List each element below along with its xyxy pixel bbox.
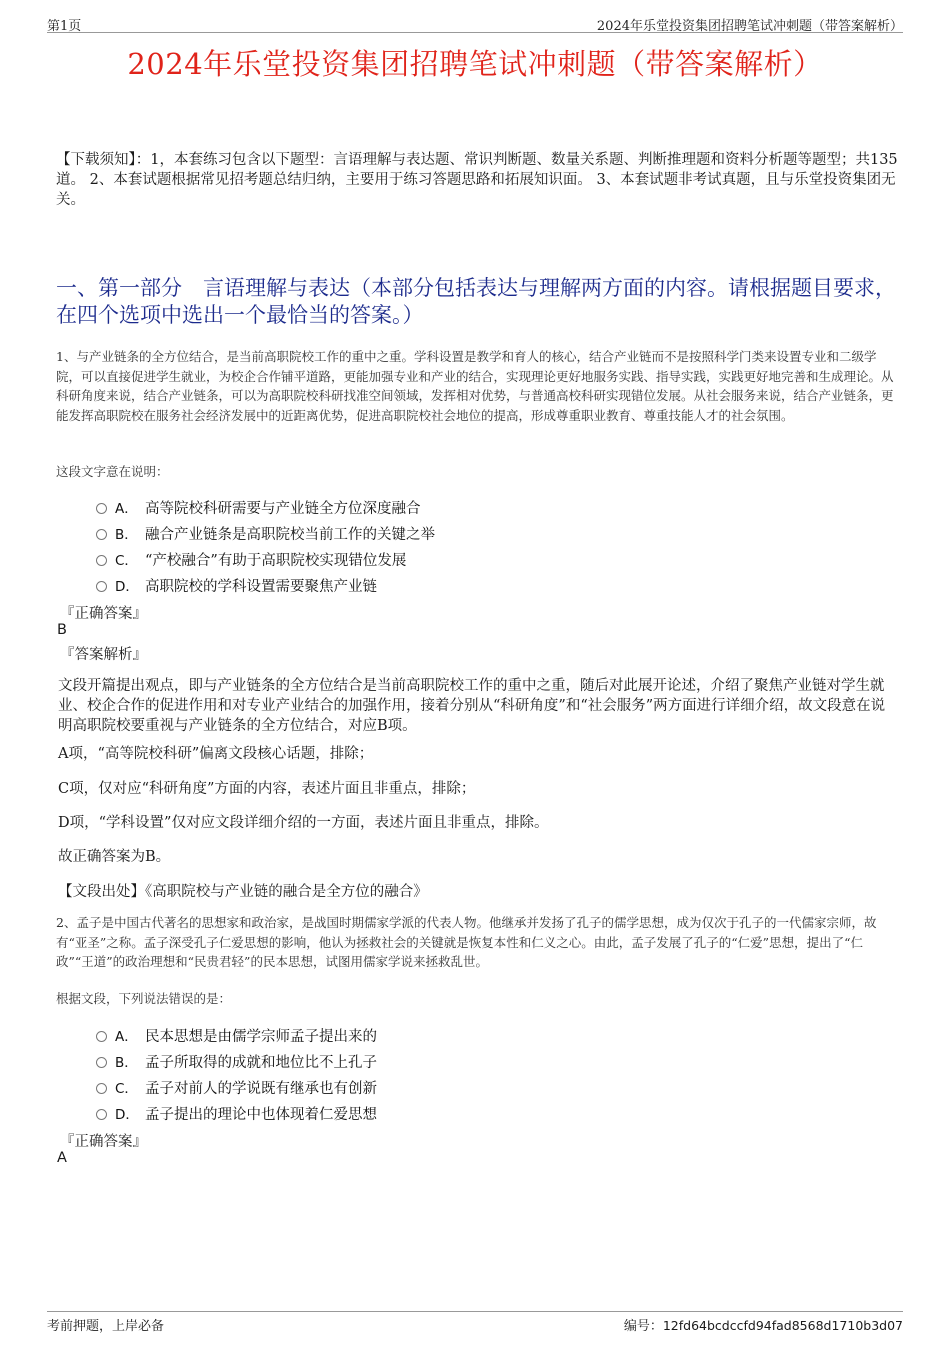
option-letter: D． — [115, 1107, 139, 1123]
option-text: 高等院校科研需要与产业链全方位深度融合 — [145, 501, 421, 517]
radio-icon[interactable] — [96, 1109, 107, 1120]
question-1-option-a[interactable] — [96, 497, 421, 518]
page-title: 2024年乐堂投资集团招聘笔试冲刺题（带答案解析） — [127, 47, 823, 81]
analysis-option-a: A项，“高等院校科研”偏离文段核心话题，排除； — [58, 746, 374, 762]
question-2-option-a[interactable] — [96, 1025, 377, 1046]
code-value: 12fd64bcdccfd94fad8568d1710b3d07 — [662, 1318, 903, 1333]
question-2-option-b[interactable] — [96, 1051, 377, 1072]
header-doc-title: 2024年乐堂投资集团招聘笔试冲刺题（带答案解析） — [596, 19, 903, 34]
question-2-stem: 根据文段，下列说法错误的是： — [56, 991, 232, 1006]
page-footer — [47, 1311, 903, 1334]
option-text: 融合产业链条是高职院校当前工作的关键之举 — [145, 527, 435, 543]
question-1-option-c[interactable] — [96, 549, 406, 570]
option-text: 孟子对前人的学说既有继承也有创新 — [145, 1081, 377, 1097]
option-text: 孟子提出的理论中也体现着仁爱思想 — [145, 1107, 377, 1123]
analysis-label: 『答案解析』 — [60, 647, 147, 663]
answer-value: B — [57, 622, 67, 638]
passage-source: 【文段出处】《高职院校与产业链的融合是全方位的融合》 — [58, 884, 428, 900]
option-letter: A． — [115, 501, 138, 517]
answer-value: A — [57, 1150, 67, 1166]
option-letter: D． — [115, 579, 139, 595]
analysis-paragraph: 文段开篇提出观点，即与产业链条的全方位结合是当前高职院校工作的重中之重，随后对此展开论述，介绍了聚焦产业链对学生就业、校企合作的促进作用和对专业产业结合的加强作用，接着分别从“科研角度”和“社会服务”两方面进行详细介绍，故文段意在说明高职院校要重视与产业链条的全方位结合，对应B项。 — [58, 678, 886, 734]
page-header — [47, 14, 903, 33]
option-letter: B． — [115, 527, 138, 543]
question-2-text: 2、孟子是中国古代著名的思想家和政治家，是战国时期儒家学派的代表人物。他继承并发扬了孔子的儒学思想，成为仅次于孔子的一代儒家宗师，故有“亚圣”之称。孟子深受孔子仁爱思想的影响，他认为拯救社会的关键就是恢复本性和仁义之心。由此，孟子发展了孔子的“仁爱”思想，提出了“仁政”“王道”的政治理想和“民贵君轻”的民本思想，试图用儒家学说来拯救乱世。 — [56, 915, 877, 969]
option-letter: B． — [115, 1055, 138, 1071]
radio-icon[interactable] — [96, 1057, 107, 1068]
radio-icon[interactable] — [96, 1031, 107, 1042]
option-letter: C． — [115, 553, 138, 569]
option-text: “产校融合”有助于高职院校实现错位发展 — [145, 553, 407, 569]
question-1-option-b[interactable] — [96, 523, 435, 544]
download-notice: 【下载须知】：1，本套练习包含以下题型：言语理解与表达题、常识判断题、数量关系题、判断推理题和资料分析题等题型；共135道。 2、本套试题根据常见招考题总结归纳，主要用于练习答题思路和拓展知识面。 3、本套试题非考试真题，且与乐堂投资集团无关。 — [56, 152, 898, 208]
analysis-conclusion: 故正确答案为B。 — [58, 849, 171, 865]
option-text: 高职院校的学科设置需要聚焦产业链 — [145, 579, 377, 595]
question-1-stem: 这段文字意在说明： — [56, 464, 169, 479]
answer-label: 『正确答案』 — [60, 1134, 147, 1150]
radio-icon[interactable] — [96, 503, 107, 514]
question-2-option-c[interactable] — [96, 1077, 377, 1098]
option-letter: C． — [115, 1081, 138, 1097]
radio-icon[interactable] — [96, 1083, 107, 1094]
option-text: 孟子所取得的成就和地位比不上孔子 — [145, 1055, 377, 1071]
section-heading: 一、第一部分 言语理解与表达（本部分包括表达与理解两方面的内容。请根据题目要求，在四个选项中选出一个最恰当的答案。） — [56, 276, 896, 327]
answer-label: 『正确答案』 — [60, 606, 147, 622]
radio-icon[interactable] — [96, 529, 107, 540]
question-1-text: 1、与产业链条的全方位结合，是当前高职院校工作的重中之重。学科设置是教学和育人的核心，结合产业链而不是按照科学门类来设置专业和二级学院，可以直接促进学生就业，为校企合作铺平道路，更能加强专业和产业的结合，实现理论更好地服务实践、指导实践，实践更好地完善和生成理论。从科研角度来说，结合产业链条，可以为高职院校科研找准空间领域，发挥相对优势，与普通高校科研实现错位发展。从社会服务来说，结合产业链条，更能发挥高职院校在服务社会经济发展中的近距离优势，促进高职院校社会地位的提高，形成尊重职业教育、尊重技能人才的社会氛围。 — [56, 349, 894, 423]
radio-icon[interactable] — [96, 581, 107, 592]
option-letter: A． — [115, 1029, 138, 1045]
footer-slogan: 考前押题，上岸必备 — [47, 1319, 165, 1334]
option-text: 民本思想是由儒学宗师孟子提出来的 — [145, 1029, 377, 1045]
page-number: 第1页 — [47, 19, 82, 34]
analysis-option-d: D项，“学科设置”仅对应文段详细介绍的一方面，表述片面且非重点，排除。 — [58, 815, 549, 831]
footer-code — [624, 1315, 903, 1334]
question-1-option-d[interactable] — [96, 575, 377, 596]
radio-icon[interactable] — [96, 555, 107, 566]
question-2-option-d[interactable] — [96, 1103, 377, 1124]
code-label: 编号： — [623, 1319, 663, 1334]
analysis-option-c: C项，仅对应“科研角度”方面的内容，表述片面且非重点，排除； — [58, 781, 476, 797]
